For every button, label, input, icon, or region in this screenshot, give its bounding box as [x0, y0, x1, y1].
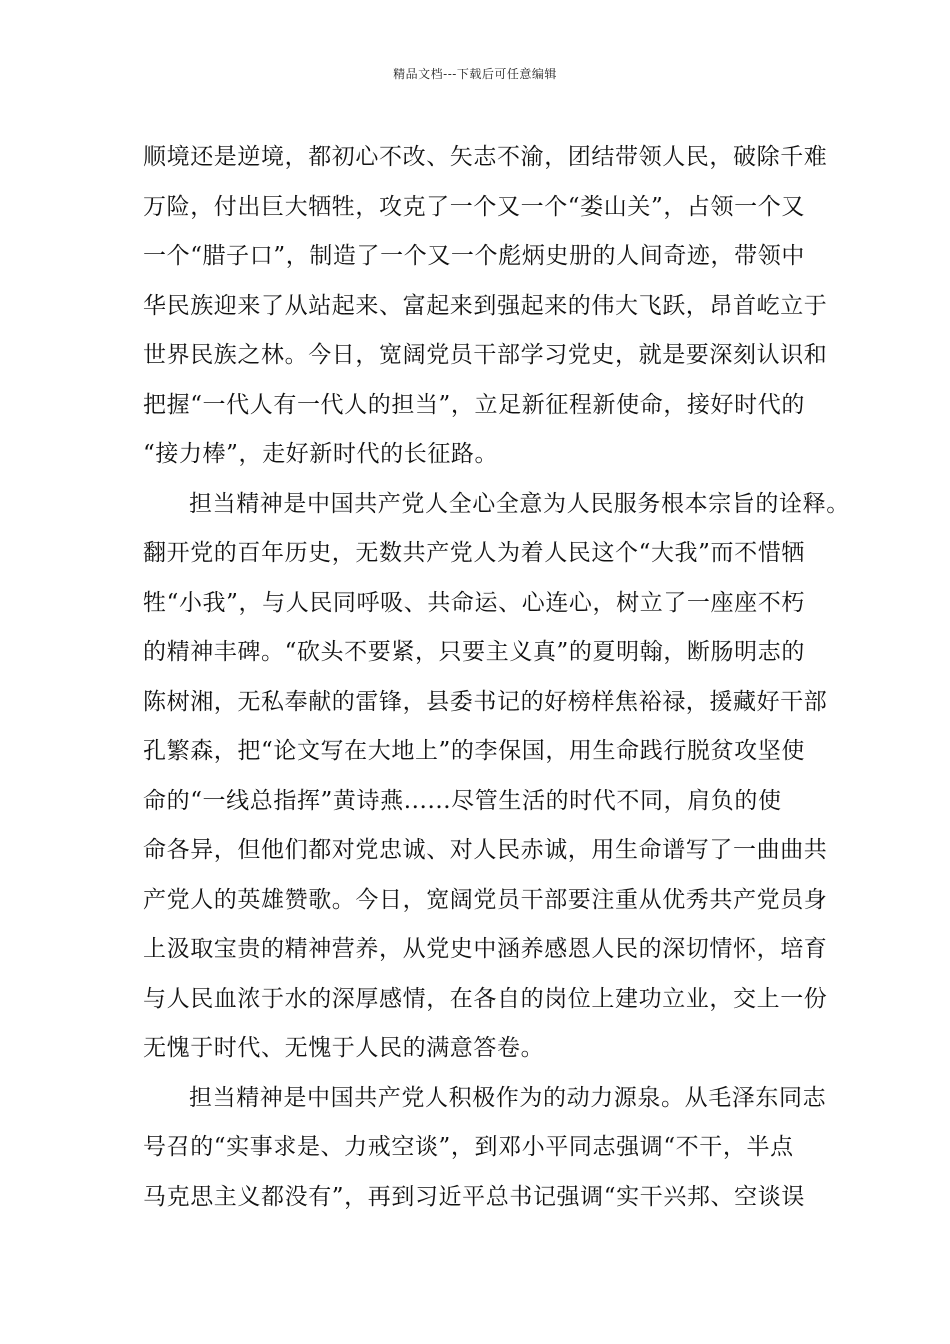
text-line: 产党人的英雄赞歌。今日，宽阔党员干部要注重从优秀共产党员身 — [143, 886, 828, 913]
text-line: 号召的“实事求是、力戒空谈”，到邓小平同志强调“不干，半点 — [143, 1134, 794, 1160]
text-line: 担当精神是中国共产党人积极作为的动力源泉。从毛泽东同志 — [189, 1084, 827, 1111]
paragraph — [143, 480, 850, 1074]
text-line: “接力棒”，走好新时代的长征路。 — [143, 441, 499, 467]
text-line: 命的“一线总指挥”黄诗燕......尽管生活的时代不同，肩负的使 — [143, 787, 782, 814]
text-line: 孔繁森，把“论文写在大地上”的李保国，用生命践行脱贫攻坚使 — [143, 738, 805, 764]
document-body — [143, 133, 850, 1222]
text-line: 马克思主义都没有”，再到习近平总书记强调“实干兴邦、空谈误 — [143, 1183, 805, 1210]
text-line: 陈树湘，无私奉献的雷锋，县委书记的好榜样焦裕禄，援藏好干部 — [143, 688, 828, 715]
text-line: 世界民族之林。今日，宽阔党员干部学习党史，就是要深刻认识和 — [143, 342, 828, 368]
text-line: 命各异，但他们都对党忠诚、对人民赤诚，用生命谱写了一曲曲共 — [143, 837, 828, 863]
text-line: 顺境还是逆境，都初心不改、矢志不渝，团结带领人民，破除千难 — [143, 144, 828, 170]
text-line: 把握“一代人有一代人的担当”，立足新征程新使命，接好时代的 — [143, 391, 805, 418]
text-line: 上汲取宝贵的精神营养，从党史中涵养感恩人民的深切情怀，培育 — [143, 936, 828, 962]
text-line: 一个“腊子口”，制造了一个又一个彪炳史册的人间奇迹，带领中 — [143, 243, 805, 269]
text-line: 万险，付出巨大牺牲，攻克了一个又一个“娄山关”，占领一个又 — [143, 193, 805, 220]
document-header: 精品文档---下载后可任意编辑 — [393, 67, 557, 81]
paragraph — [143, 133, 833, 480]
text-line: 担当精神是中国共产党人全心全意为人民服务根本宗旨的诠释。 — [189, 490, 850, 517]
paragraph — [143, 1074, 833, 1223]
text-line: 牲“小我”，与人民同呼吸、共命运、心连心，树立了一座座不朽 — [143, 589, 805, 616]
text-line: 华民族迎来了从站起来、富起来到强起来的伟大飞跃，昂首屹立于 — [143, 292, 828, 319]
text-line: 翻开党的百年历史，无数共产党人为着人民这个“大我”而不惜牺 — [143, 540, 805, 566]
text-line: 的精神丰碑。“砍头不要紧，只要主义真”的夏明翰，断肠明志的 — [143, 639, 805, 665]
text-line: 与人民血浓于水的深厚感情，在各自的岗位上建功立业，交上一份 — [143, 985, 828, 1012]
text-line: 无愧于时代、无愧于人民的满意答卷。 — [143, 1035, 545, 1061]
